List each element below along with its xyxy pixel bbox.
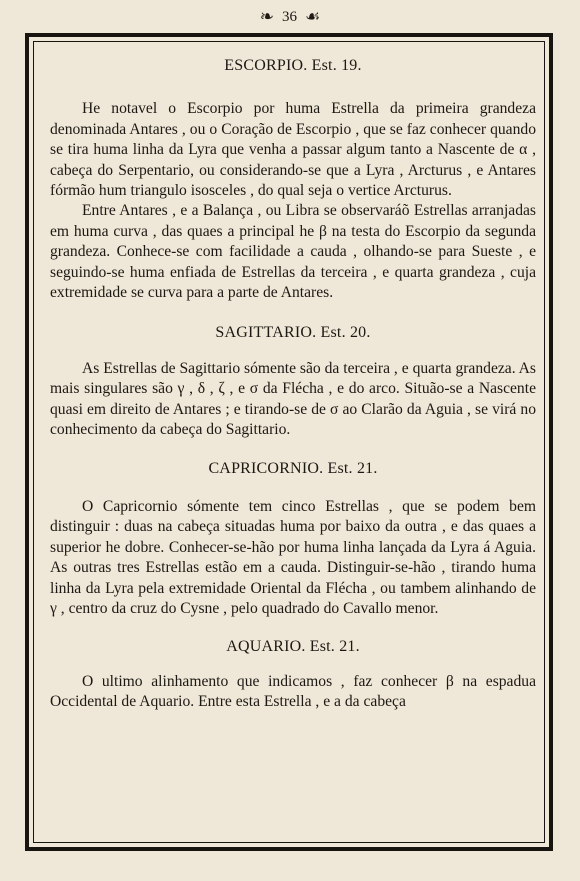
- paragraph-capricornio-1: O Capricornio sómente tem cinco Estrellas , que se podem bem distinguir : duas na cabeça situadas huma por baixo da outra , e das quaes a superior he dobre. Conhecer-se-hão por huma linha lançada da Lyra á Aguia. As outras tres Estrellas estão em a cauda. Distinguir-se-hão , tirando huma linha da Lyra pela extremidade Oriental da Flécha , ou tambem alinhando de γ , centro da cruz do Cysne , pelo quadrado do Cavallo menor.: [50, 497, 536, 617]
- ornament-left-icon: ❧: [259, 6, 274, 27]
- section-heading-sagittario: SAGITTARIO. Est. 20.: [215, 324, 371, 342]
- section-heading-aquario: AQUARIO. Est. 21.: [226, 638, 360, 656]
- section-heading-capricornio: CAPRICORNIO. Est. 21.: [208, 459, 378, 477]
- page-header: [0, 4, 580, 30]
- paragraph-aquario-1: O ultimo alinhamento que indicamos , faz conhecer β na espadua Occidental de Aquario. Entre esta Estrella , e a da cabeça: [50, 672, 536, 711]
- paragraph-sagittario-1: As Estrellas de Sagittario sómente são da terceira , e quarta grandeza. As mais singulares são γ , δ , ζ , e σ da Flécha , e do arco. Situão-se a Nascente quasi em direito de Antares ; e tirando-se de σ ao Clarão da Aguia , se virá no conhecimento da cabeça do Sagittario.: [50, 359, 536, 439]
- ornament-right-icon: ☙: [305, 6, 321, 27]
- page-number: 36: [282, 8, 297, 25]
- section-heading-escorpio: ESCORPIO. Est. 19.: [224, 57, 362, 74]
- paragraph-escorpio-1: He notavel o Escorpio por huma Estrella da primeira grandeza denominada Antares , ou o Coração de Escorpio , que se faz conhecer quando se tira huma linha da Lyra que venha a passar algum tanto a Nascente de α , cabeça do Serpentario, ou considerando-se que a Lyra , Arcturus , e Antares fórmão hum triangulo isosceles , do qual seja o vertice Arcturus.: [50, 100, 536, 200]
- paragraph-escorpio-2: Entre Antares , e a Balança , ou Libra se observaráõ Estrellas arranjadas em huma curva , das quaes a principal he β na testa do Escorpio da segunda grandeza. Conhece-se com facilidade a cauda , olhando-se para Sueste , e seguindo-se huma enfiada de Estrellas da terceira , e quarta grandeza , cuja extremidade se curva para a parte de Antares.: [50, 202, 536, 302]
- page-body: [50, 56, 536, 713]
